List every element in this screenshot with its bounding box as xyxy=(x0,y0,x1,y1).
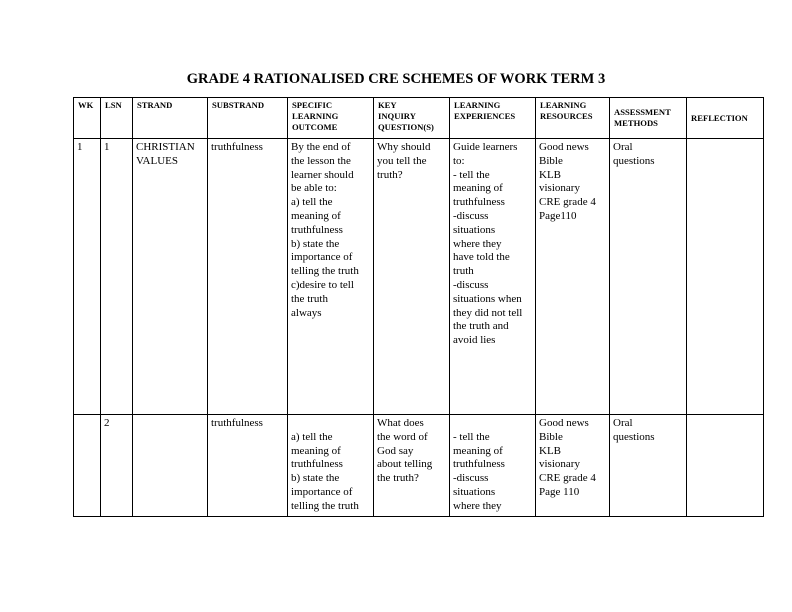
document-title: GRADE 4 RATIONALISED CRE SCHEMES OF WORK TERM 3 xyxy=(186,71,606,87)
cell-question: What does the word of God say about telling the truth? xyxy=(374,415,450,517)
cell-strand xyxy=(133,415,208,517)
schemes-of-work-table xyxy=(73,97,764,517)
header-resources: LEARNING RESOURCES xyxy=(536,98,610,139)
cell-strand: CHRISTIAN VALUES xyxy=(133,139,208,415)
header-strand: STRAND xyxy=(133,98,208,139)
cell-lsn: 1 xyxy=(101,139,133,415)
cell-experiences: Guide learners to: - tell the meaning of truthfulness -discuss situations where they have told the truth -discuss situations when they did not tell the truth and avoid lies xyxy=(450,139,536,415)
header-experiences: LEARNING EXPERIENCES xyxy=(450,98,536,139)
cell-assessment: Oral questions xyxy=(610,139,687,415)
cell-substrand: truthfulness xyxy=(208,139,288,415)
header-outcome: SPECIFIC LEARNING OUTCOME xyxy=(288,98,374,139)
cell-substrand: truthfulness xyxy=(208,415,288,517)
header-wk: WK xyxy=(74,98,101,139)
cell-reflection xyxy=(687,415,764,517)
cell-experiences: - tell the meaning of truthfulness -discuss situations where they xyxy=(450,415,536,517)
cell-reflection xyxy=(687,139,764,415)
header-reflection: REFLECTION xyxy=(687,98,764,139)
table-row xyxy=(74,139,764,415)
header-question: KEY INQUIRY QUESTION(S) xyxy=(374,98,450,139)
table-row xyxy=(74,415,764,517)
header-lsn: LSN xyxy=(101,98,133,139)
cell-wk xyxy=(74,415,101,517)
header-assessment: ASSESSMENT METHODS xyxy=(610,98,687,139)
cell-resources: Good news Bible KLB visionary CRE grade 4 Page 110 xyxy=(536,415,610,517)
header-substrand: SUBSTRAND xyxy=(208,98,288,139)
cell-outcome: a) tell the meaning of truthfulness b) state the importance of telling the truth xyxy=(288,415,374,517)
cell-question: Why should you tell the truth? xyxy=(374,139,450,415)
cell-lsn: 2 xyxy=(101,415,133,517)
header-row xyxy=(74,98,764,139)
cell-resources: Good news Bible KLB visionary CRE grade 4 Page110 xyxy=(536,139,610,415)
cell-outcome: By the end of the lesson the learner should be able to: a) tell the meaning of truthfulness b) state the importance of telling the truth c)desire to tell the truth always xyxy=(288,139,374,415)
cell-wk: 1 xyxy=(74,139,101,415)
cell-assessment: Oral questions xyxy=(610,415,687,517)
